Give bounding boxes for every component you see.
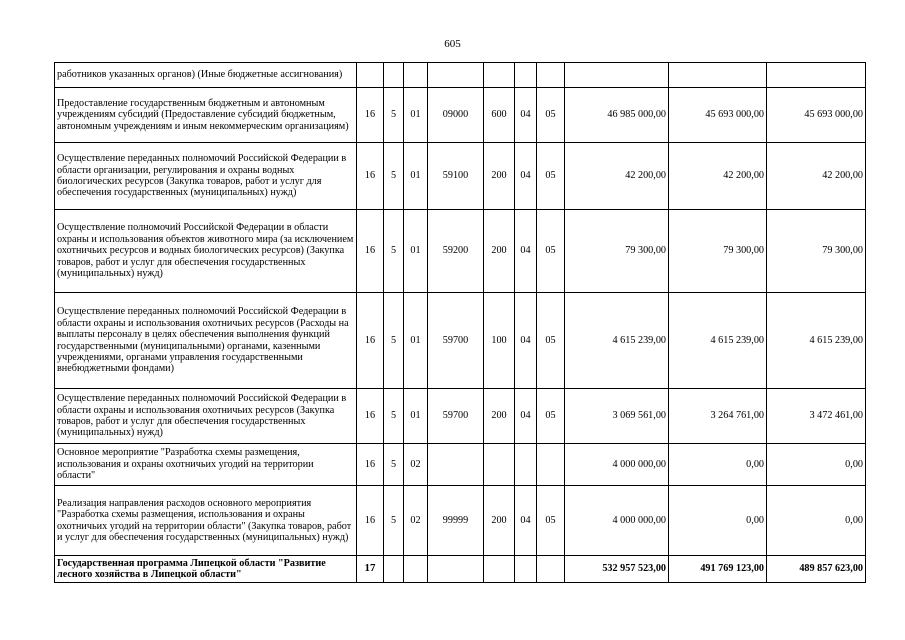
amount-year-1: 532 957 523,00 — [565, 556, 669, 583]
pp-code: 5 — [384, 444, 404, 486]
table-row — [55, 210, 866, 293]
expense-type-code — [484, 556, 515, 583]
section-code: 04 — [515, 88, 537, 143]
gp-code: 16 — [357, 486, 384, 556]
subsection-code: 05 — [537, 389, 565, 444]
section-code: 04 — [515, 293, 537, 389]
subsection-code — [537, 444, 565, 486]
amount-year-2: 491 769 123,00 — [669, 556, 767, 583]
pp-code: 5 — [384, 486, 404, 556]
amount-year-3: 3 472 461,00 — [767, 389, 866, 444]
om-code: 01 — [404, 293, 428, 389]
gp-code: 16 — [357, 293, 384, 389]
direction-code: 59100 — [428, 143, 484, 210]
table-row — [55, 389, 866, 444]
section-code: 04 — [515, 486, 537, 556]
amount-year-2: 42 200,00 — [669, 143, 767, 210]
amount-year-1: 3 069 561,00 — [565, 389, 669, 444]
pp-code: 5 — [384, 293, 404, 389]
gp-code: 17 — [357, 556, 384, 583]
om-code — [404, 63, 428, 88]
gp-code — [357, 63, 384, 88]
pp-code: 5 — [384, 143, 404, 210]
row-name: Государственная программа Липецкой области "Развитие лесного хозяйства в Липецкой области" — [55, 556, 357, 583]
table-row — [55, 143, 866, 210]
direction-code — [428, 444, 484, 486]
amount-year-2 — [669, 63, 767, 88]
gp-code: 16 — [357, 143, 384, 210]
direction-code: 99999 — [428, 486, 484, 556]
pp-code — [384, 556, 404, 583]
section-code — [515, 556, 537, 583]
expense-type-code — [484, 63, 515, 88]
row-name: Основное мероприятие "Разработка схемы размещения, использования и охраны охотничьих угодий на территории области" — [55, 444, 357, 486]
subsection-code — [537, 556, 565, 583]
gp-code: 16 — [357, 88, 384, 143]
section-code: 04 — [515, 143, 537, 210]
amount-year-1: 4 615 239,00 — [565, 293, 669, 389]
expense-type-code — [484, 444, 515, 486]
subsection-code: 05 — [537, 486, 565, 556]
table-row — [55, 293, 866, 389]
page-number: 605 — [444, 38, 461, 50]
direction-code: 59700 — [428, 389, 484, 444]
row-name: Предоставление государственным бюджетным и автономным учреждениям субсидий (Предоставление субсидий бюджетным, автономным учреждениям и иным некоммерческим организациям) — [55, 88, 357, 143]
expense-type-code: 600 — [484, 88, 515, 143]
om-code: 01 — [404, 88, 428, 143]
amount-year-3: 4 615 239,00 — [767, 293, 866, 389]
om-code: 01 — [404, 210, 428, 293]
budget-table — [54, 62, 866, 583]
expense-type-code: 200 — [484, 143, 515, 210]
gp-code: 16 — [357, 389, 384, 444]
table-row — [55, 88, 866, 143]
row-name: работников указанных органов) (Иные бюджетные ассигнования) — [55, 63, 357, 88]
pp-code: 5 — [384, 389, 404, 444]
amount-year-1 — [565, 63, 669, 88]
amount-year-2: 79 300,00 — [669, 210, 767, 293]
section-code: 04 — [515, 389, 537, 444]
amount-year-1: 4 000 000,00 — [565, 444, 669, 486]
amount-year-2: 0,00 — [669, 486, 767, 556]
amount-year-2: 4 615 239,00 — [669, 293, 767, 389]
row-name: Осуществление переданных полномочий Российской Федерации в области организации, регулирования и охраны водных биологических ресурсов (Закупка товаров, работ и услуг для обеспечения государственных (муниципальных) нужд) — [55, 143, 357, 210]
pp-code: 5 — [384, 210, 404, 293]
gp-code: 16 — [357, 444, 384, 486]
om-code: 02 — [404, 486, 428, 556]
amount-year-2: 3 264 761,00 — [669, 389, 767, 444]
table-row — [55, 444, 866, 486]
subsection-code — [537, 63, 565, 88]
row-name: Осуществление переданных полномочий Российской Федерации в области охраны и использования охотничьих ресурсов (Закупка товаров, работ и услуг для обеспечения государственных (муниципальных) нужд) — [55, 389, 357, 444]
amount-year-1: 46 985 000,00 — [565, 88, 669, 143]
table-row — [55, 486, 866, 556]
om-code: 02 — [404, 444, 428, 486]
direction-code: 09000 — [428, 88, 484, 143]
amount-year-3: 42 200,00 — [767, 143, 866, 210]
amount-year-3: 79 300,00 — [767, 210, 866, 293]
section-code — [515, 63, 537, 88]
om-code: 01 — [404, 143, 428, 210]
amount-year-3 — [767, 63, 866, 88]
subsection-code: 05 — [537, 210, 565, 293]
amount-year-1: 42 200,00 — [565, 143, 669, 210]
amount-year-1: 79 300,00 — [565, 210, 669, 293]
direction-code — [428, 556, 484, 583]
om-code: 01 — [404, 389, 428, 444]
expense-type-code: 100 — [484, 293, 515, 389]
pp-code — [384, 63, 404, 88]
direction-code — [428, 63, 484, 88]
subsection-code: 05 — [537, 293, 565, 389]
om-code — [404, 556, 428, 583]
gp-code: 16 — [357, 210, 384, 293]
table-row — [55, 63, 866, 88]
section-code — [515, 444, 537, 486]
section-code: 04 — [515, 210, 537, 293]
amount-year-3: 489 857 623,00 — [767, 556, 866, 583]
subsection-code: 05 — [537, 143, 565, 210]
amount-year-2: 45 693 000,00 — [669, 88, 767, 143]
pp-code: 5 — [384, 88, 404, 143]
row-name: Реализация направления расходов основного мероприятия "Разработка схемы размещения, использования и охраны охотничьих угодий на территории области" (Закупка товаров, работ и услуг для обеспечения государственных (муниципальных) нужд) — [55, 486, 357, 556]
expense-type-code: 200 — [484, 389, 515, 444]
amount-year-3: 0,00 — [767, 444, 866, 486]
row-name: Осуществление переданных полномочий Российской Федерации в области охраны и использования охотничьих ресурсов (Расходы на выплаты персоналу в целях обеспечения выполнения функций государственными (муниципальными) органами, казенными учреждениями, органами управления государственными внебюджетными фондами) — [55, 293, 357, 389]
subsection-code: 05 — [537, 88, 565, 143]
expense-type-code: 200 — [484, 486, 515, 556]
direction-code: 59200 — [428, 210, 484, 293]
row-name: Осуществление полномочий Российской Федерации в области охраны и использования объектов животного мира (за исключением охотничьих ресурсов и водных биологических ресурсов) (Закупка товаров, работ и услуг для обеспечения государственных (муниципальных) нужд) — [55, 210, 357, 293]
expense-type-code: 200 — [484, 210, 515, 293]
direction-code: 59700 — [428, 293, 484, 389]
amount-year-3: 0,00 — [767, 486, 866, 556]
table-row-total — [55, 556, 866, 583]
amount-year-1: 4 000 000,00 — [565, 486, 669, 556]
amount-year-3: 45 693 000,00 — [767, 88, 866, 143]
amount-year-2: 0,00 — [669, 444, 767, 486]
